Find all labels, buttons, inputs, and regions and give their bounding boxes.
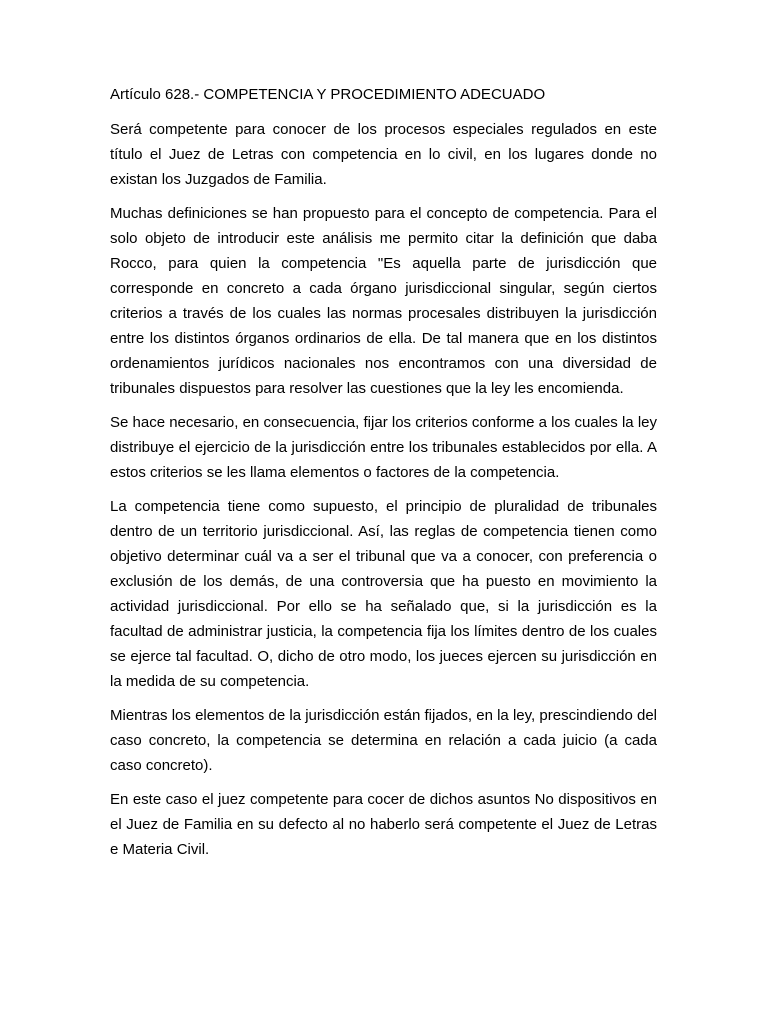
paragraph-4: La competencia tiene como supuesto, el principio de pluralidad de tribunales dentro de un territorio jurisdiccional. Así, las reglas de competencia tienen como objetivo determinar cuál va a ser el tribunal que va a conocer, con preferencia o exclusión de los demás, de una controversia que ha puesto en movimiento la actividad jurisdiccional. Por ello se ha señalado que, si la jurisdicción es la facultad de administrar justicia, la competencia fija los límites dentro de los cuales se ejerce tal facultad. O, dicho de otro modo, los jueces ejercen su jurisdicción en la medida de su competencia.	[110, 498, 657, 690]
paragraph-5: Mientras los elementos de la jurisdicción están fijados, en la ley, prescindiendo del caso concreto, la competencia se determina en relación a cada juicio (a cada caso concreto).	[110, 707, 657, 774]
paragraph-6: En este caso el juez competente para cocer de dichos asuntos No dispositivos en el Juez de Familia en su defecto al no haberlo será competente el Juez de Letras e Materia Civil.	[110, 791, 657, 858]
paragraph-2: Muchas definiciones se han propuesto para el concepto de competencia. Para el solo objeto de introducir este análisis me permito citar la definición que daba Rocco, para quien la competencia "Es aquella parte de jurisdicción que corresponde en concreto a cada órgano jurisdiccional singular, según ciertos criterios a través de los cuales las normas procesales distribuyen la jurisdicción entre los distintos órganos ordinarios de ella. De tal manera que en los distintos ordenamientos jurídicos nacionales nos encontramos con una diversidad de tribunales dispuestos para resolver las cuestiones que la ley les encomienda.	[110, 205, 657, 397]
document-page	[110, 82, 657, 871]
paragraph-1: Será competente para conocer de los procesos especiales regulados en este título el Juez de Letras con competencia en lo civil, en los lugares donde no existan los Juzgados de Familia.	[110, 121, 657, 188]
article-heading: Artículo 628.- COMPETENCIA Y PROCEDIMIENTO ADECUADO	[110, 86, 546, 103]
paragraph-3: Se hace necesario, en consecuencia, fijar los criterios conforme a los cuales la ley distribuye el ejercicio de la jurisdicción entre los tribunales establecidos por ella. A estos criterios se les llama elementos o factores de la competencia.	[110, 414, 657, 481]
